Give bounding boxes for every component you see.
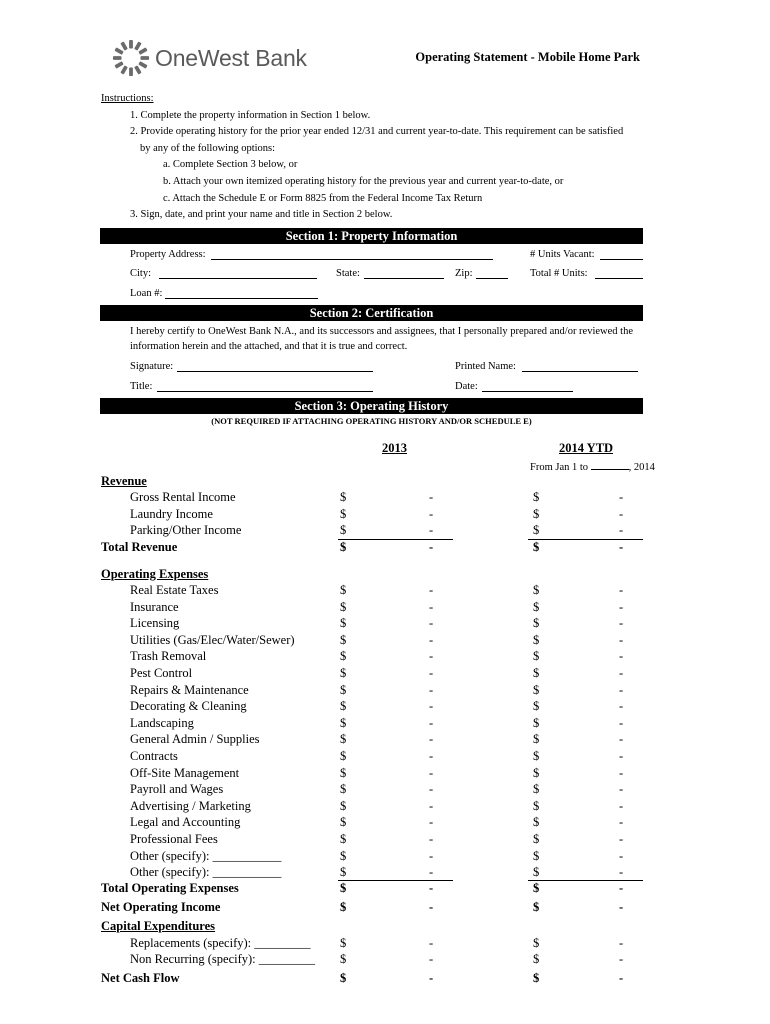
currency-2013: $ <box>340 599 347 614</box>
date-label: Date: <box>455 381 478 392</box>
amount-2014[interactable]: - <box>619 749 624 763</box>
section1-header: Section 1: Property Information <box>100 228 643 244</box>
amount-2013[interactable]: - <box>429 649 434 664</box>
amount-2013[interactable]: - <box>429 583 434 597</box>
currency-2013: $ <box>340 632 347 647</box>
currency-2014: $ <box>533 732 540 747</box>
currency-2014: $ <box>533 583 540 597</box>
instruction-line: by any of the following options: <box>140 143 276 154</box>
line-item-label: Replacements (specify): _________ <box>130 936 311 950</box>
line-item-label: Contracts <box>130 749 178 763</box>
currency-2014: $ <box>533 682 540 697</box>
line-item-label: Insurance <box>130 599 179 614</box>
amount-2014[interactable]: - <box>619 832 624 846</box>
instruction-line: 1. Complete the property information in Section 1 below. <box>130 110 371 121</box>
currency-2014: $ <box>533 507 540 521</box>
amount-2013[interactable]: - <box>429 715 434 730</box>
currency-2013: $ <box>340 952 347 966</box>
line-item-label: Parking/Other Income <box>130 523 242 537</box>
property-address-label: Property Address: <box>130 249 206 260</box>
total-operating-expenses-label: Total Operating Expenses <box>101 881 239 895</box>
total-units-field[interactable] <box>595 268 643 279</box>
loan-field[interactable] <box>165 288 318 299</box>
amount-2014[interactable]: - <box>619 599 624 614</box>
state-label: State: <box>336 268 360 279</box>
section3-subtitle: (NOT REQUIRED IF ATTACHING OPERATING HISTORY AND/OR SCHEDULE E) <box>211 416 532 426</box>
amount-2014[interactable]: - <box>619 848 624 863</box>
subtotal-rule <box>528 539 643 540</box>
total-units-label: Total # Units: <box>530 268 588 279</box>
currency-2014: $ <box>533 952 540 966</box>
amount-2014[interactable]: - <box>619 583 624 597</box>
line-item-label: Landscaping <box>130 715 194 730</box>
amount-2013[interactable]: - <box>429 632 434 647</box>
bank-name: OneWest Bank <box>155 44 307 71</box>
instruction-line: a. Complete Section 3 below, or <box>163 159 298 170</box>
loan-label: Loan #: <box>130 288 163 299</box>
amount-2013[interactable]: - <box>429 765 434 780</box>
currency-2014: $ <box>533 815 540 830</box>
amount-2013[interactable]: - <box>429 971 434 985</box>
zip-label: Zip: <box>455 268 473 279</box>
currency-2014: $ <box>533 881 540 895</box>
currency-2013: $ <box>340 782 347 797</box>
currency-2013: $ <box>340 507 347 521</box>
amount-2013[interactable]: - <box>429 599 434 614</box>
amount-2014[interactable]: - <box>619 632 624 647</box>
amount-2014[interactable]: - <box>619 765 624 780</box>
currency-2014: $ <box>533 715 540 730</box>
line-item-label: Decorating & Cleaning <box>130 699 247 714</box>
state-field[interactable] <box>364 268 444 279</box>
amount-2014[interactable]: - <box>619 971 624 985</box>
amount-2013[interactable]: - <box>429 699 434 714</box>
amount-2013[interactable]: - <box>429 832 434 846</box>
currency-2013: $ <box>340 848 347 863</box>
units-vacant-label: # Units Vacant: <box>530 249 595 260</box>
currency-2014: $ <box>533 936 540 950</box>
currency-2014: $ <box>533 599 540 614</box>
amount-2014[interactable]: - <box>619 490 624 504</box>
instruction-line: 3. Sign, date, and print your name and title in Section 2 below. <box>130 209 393 220</box>
currency-2014: $ <box>533 490 540 504</box>
currency-2013: $ <box>340 865 347 880</box>
currency-2014: $ <box>533 848 540 863</box>
currency-2013: $ <box>340 749 347 763</box>
line-item-label: Off-Site Management <box>130 765 240 780</box>
net-operating-income-label: Net Operating Income <box>101 900 221 914</box>
amount-2013[interactable]: - <box>429 936 434 950</box>
line-item-label: Pest Control <box>130 666 193 680</box>
line-item-label: Licensing <box>130 616 180 631</box>
currency-2014: $ <box>533 749 540 763</box>
printed-name-label: Printed Name: <box>455 361 516 372</box>
line-item-label: Non Recurring (specify): _________ <box>130 952 316 966</box>
subtotal-rule <box>528 880 643 881</box>
onewest-logo <box>112 38 307 78</box>
amount-2013[interactable]: - <box>429 952 434 966</box>
line-item-label: Gross Rental Income <box>130 490 236 504</box>
line-item-label: Other (specify): ___________ <box>130 848 282 863</box>
instructions-heading: Instructions: <box>101 93 154 104</box>
amount-2013[interactable]: - <box>429 798 434 813</box>
amount-2013[interactable]: - <box>429 666 434 680</box>
capital-expenditures-heading: Capital Expenditures <box>101 919 216 933</box>
amount-2014[interactable]: - <box>619 952 624 966</box>
line-item-label: Utilities (Gas/Elec/Water/Sewer) <box>130 632 295 647</box>
net-cash-flow-label: Net Cash Flow <box>101 971 180 985</box>
date-field[interactable] <box>482 381 573 392</box>
currency-2014: $ <box>533 540 540 554</box>
currency-2013: $ <box>340 881 347 895</box>
currency-2014: $ <box>533 865 540 880</box>
signature-field[interactable] <box>177 361 373 372</box>
currency-2013: $ <box>340 715 347 730</box>
currency-2013: $ <box>340 490 347 504</box>
total-revenue-label: Total Revenue <box>101 540 178 554</box>
city-label: City: <box>130 268 152 279</box>
currency-2013: $ <box>340 732 347 747</box>
amount-2013[interactable]: - <box>429 490 434 504</box>
amount-2014[interactable]: - <box>619 666 624 680</box>
currency-2013: $ <box>340 666 347 680</box>
amount-2014[interactable]: - <box>619 699 624 714</box>
units-vacant-field[interactable] <box>600 249 643 260</box>
currency-2013: $ <box>340 798 347 813</box>
currency-2014: $ <box>533 782 540 797</box>
title-field[interactable] <box>157 381 373 392</box>
currency-2013: $ <box>340 682 347 697</box>
amount-2013[interactable]: - <box>429 782 434 797</box>
amount-2014[interactable]: - <box>619 732 624 747</box>
amount-2014[interactable]: - <box>619 616 624 631</box>
amount-2013[interactable]: - <box>429 865 434 880</box>
amount-2013[interactable]: - <box>429 616 434 631</box>
currency-2013: $ <box>340 900 347 914</box>
currency-2013: $ <box>340 971 347 985</box>
line-item-label: General Admin / Supplies <box>130 732 260 747</box>
currency-2013: $ <box>340 832 347 846</box>
amount-2014[interactable]: - <box>619 540 624 554</box>
currency-2014: $ <box>533 900 540 914</box>
certification-text-1: I hereby certify to OneWest Bank N.A., and its successors and assignees, that I personally prepared and/or reviewed the <box>130 326 633 337</box>
currency-2013: $ <box>340 765 347 780</box>
column-2014-ytd: 2014 YTD <box>559 441 614 455</box>
currency-2014: $ <box>533 523 540 537</box>
amount-2014[interactable]: - <box>619 523 624 537</box>
amount-2013[interactable]: - <box>429 900 434 914</box>
currency-2013: $ <box>340 699 347 714</box>
amount-2014[interactable]: - <box>619 649 624 664</box>
document-title: Operating Statement - Mobile Home Park <box>415 50 640 64</box>
currency-2013: $ <box>340 815 347 830</box>
amount-2013[interactable]: - <box>429 881 434 895</box>
amount-2014[interactable]: - <box>619 715 624 730</box>
ytd-period: From Jan 1 to , 2014 <box>530 459 655 473</box>
instruction-line: c. Attach the Schedule E or Form 8825 from the Federal Income Tax Return <box>163 193 483 204</box>
city-field[interactable] <box>159 268 317 279</box>
currency-2014: $ <box>533 765 540 780</box>
currency-2013: $ <box>340 540 347 554</box>
logo-mark-icon <box>112 39 150 77</box>
certification-text-2: information herein and the attached, and that it is true and correct. <box>130 341 408 352</box>
subtotal-rule <box>338 539 453 540</box>
line-item-label: Professional Fees <box>130 832 218 846</box>
amount-2014[interactable]: - <box>619 936 624 950</box>
amount-2013[interactable]: - <box>429 540 434 554</box>
amount-2014[interactable]: - <box>619 507 624 521</box>
zip-field[interactable] <box>476 268 508 279</box>
line-item-label: Other (specify): ___________ <box>130 865 282 880</box>
amount-2014[interactable]: - <box>619 881 624 895</box>
signature-label: Signature: <box>130 361 174 372</box>
currency-2014: $ <box>533 616 540 631</box>
amount-2014[interactable]: - <box>619 900 624 914</box>
amount-2014[interactable]: - <box>619 782 624 797</box>
amount-2013[interactable]: - <box>429 848 434 863</box>
amount-2014[interactable]: - <box>619 815 624 830</box>
currency-2013: $ <box>340 616 347 631</box>
amount-2013[interactable]: - <box>429 507 434 521</box>
amount-2013[interactable]: - <box>429 749 434 763</box>
currency-2014: $ <box>533 798 540 813</box>
section3-header: Section 3: Operating History <box>100 398 643 414</box>
amount-2014[interactable]: - <box>619 865 624 880</box>
currency-2014: $ <box>533 649 540 664</box>
property-address-field[interactable] <box>211 249 493 260</box>
instruction-line: b. Attach your own itemized operating history for the previous year and current year-to-date, or <box>163 176 564 187</box>
line-item-label: Payroll and Wages <box>130 782 224 797</box>
amount-2013[interactable]: - <box>429 815 434 830</box>
currency-2013: $ <box>340 649 347 664</box>
line-item-label: Advertising / Marketing <box>130 798 251 813</box>
line-item-label: Trash Removal <box>130 649 207 664</box>
ytd-end-date-field[interactable] <box>591 459 629 470</box>
line-item-label: Laundry Income <box>130 507 213 521</box>
line-item-label: Repairs & Maintenance <box>130 682 249 697</box>
currency-2014: $ <box>533 632 540 647</box>
line-item-label: Real Estate Taxes <box>130 583 219 597</box>
amount-2013[interactable]: - <box>429 732 434 747</box>
printed-name-field[interactable] <box>522 361 638 372</box>
section2-header: Section 2: Certification <box>100 305 643 321</box>
currency-2014: $ <box>533 971 540 985</box>
operating-expenses-heading: Operating Expenses <box>101 567 209 581</box>
amount-2013[interactable]: - <box>429 523 434 537</box>
currency-2014: $ <box>533 832 540 846</box>
currency-2013: $ <box>340 583 347 597</box>
amount-2013[interactable]: - <box>429 682 434 697</box>
subtotal-rule <box>338 880 453 881</box>
line-item-label: Legal and Accounting <box>130 815 241 830</box>
amount-2014[interactable]: - <box>619 798 624 813</box>
currency-2014: $ <box>533 666 540 680</box>
revenue-heading: Revenue <box>101 474 147 488</box>
currency-2013: $ <box>340 523 347 537</box>
currency-2014: $ <box>533 699 540 714</box>
title-label: Title: <box>130 381 153 392</box>
instruction-line: 2. Provide operating history for the prior year ended 12/31 and current year-to-date. This requirement can be satisfied <box>130 126 624 137</box>
currency-2013: $ <box>340 936 347 950</box>
amount-2014[interactable]: - <box>619 682 624 697</box>
column-2013: 2013 <box>382 441 407 455</box>
